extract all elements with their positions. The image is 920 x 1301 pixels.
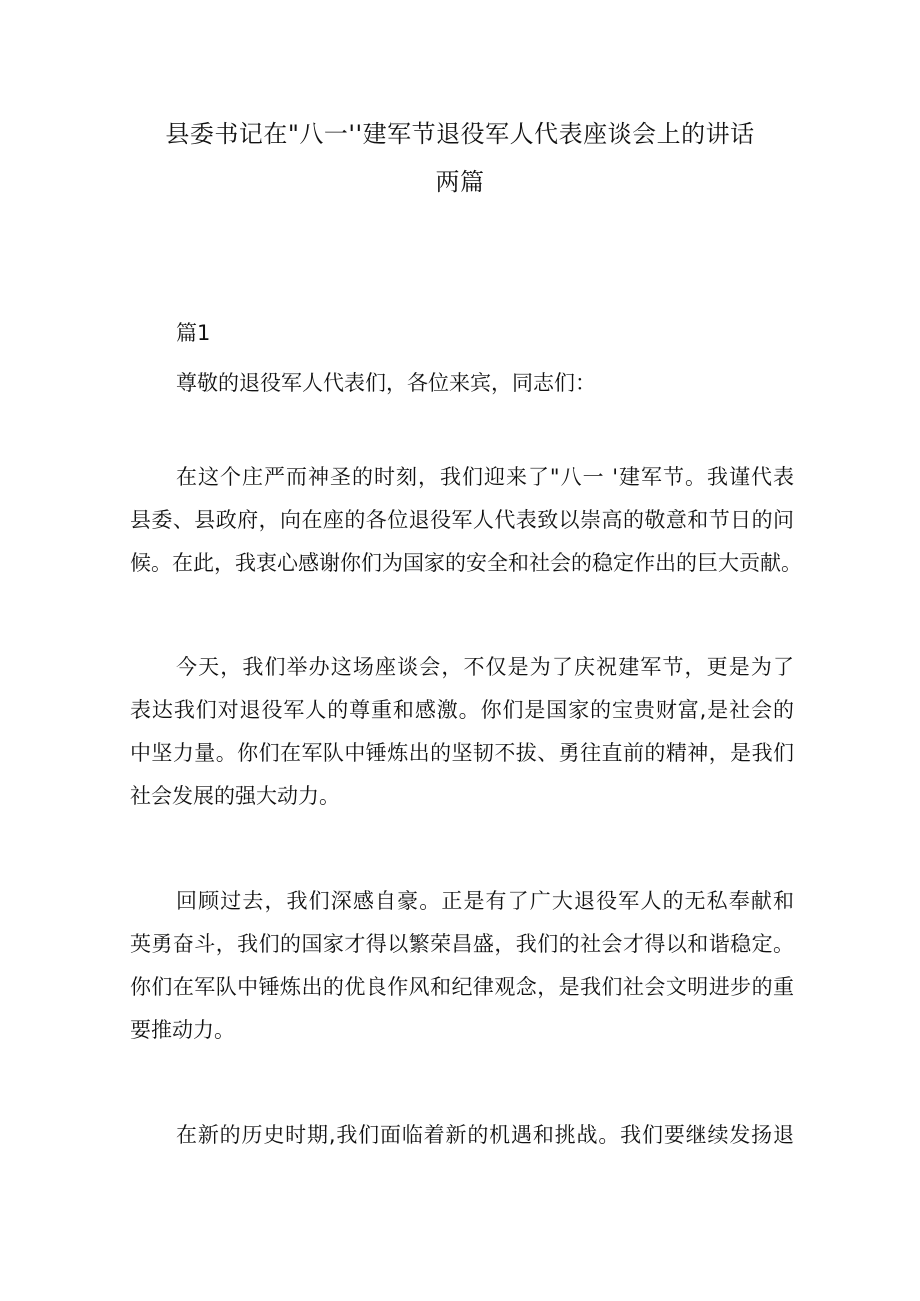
- document-title-line-2: 两篇: [435, 168, 485, 196]
- paragraph-4-line-1: 在新的历史时期,我们面临着新的机遇和挑战。我们要继续发扬退: [176, 1123, 794, 1147]
- paragraph-3-line-1: 回顾过去，我们深感自豪。正是有了广大退役军人的无私奉献和: [176, 889, 794, 913]
- paragraph-1-line-3: 候。在此，我衷心感谢你们为国家的安全和社会的稳定作出的巨大贡献。: [130, 551, 802, 575]
- section-label: 篇1: [176, 321, 211, 345]
- paragraph-2-line-4: 社会发展的强大动力。: [130, 784, 340, 808]
- paragraph-2-line-2: 表达我们对退役军人的尊重和感激。你们是国家的宝贵财富,是社会的: [130, 698, 794, 722]
- paragraph-3-line-3: 你们在军队中锤炼出的优良作风和纪律观念，是我们社会文明进步的重: [130, 975, 794, 999]
- document-title-line-1: 县委书记在"八一''建军节退役军人代表座谈会上的讲话: [165, 120, 755, 148]
- paragraph-1-line-2: 县委、县政府，向在座的各位退役军人代表致以崇高的敬意和节日的问: [130, 508, 794, 532]
- paragraph-2-line-1: 今天，我们举办这场座谈会，不仅是为了庆祝建军节，更是为了: [176, 655, 794, 679]
- paragraph-3-line-2: 英勇奋斗，我们的国家才得以繁荣昌盛，我们的社会才得以和谐稳定。: [130, 932, 794, 956]
- paragraph-2-line-3: 中坚力量。你们在军队中锤炼出的坚韧不拔、勇往直前的精神，是我们: [130, 741, 794, 765]
- paragraph-1-line-1: 在这个庄严而神圣的时刻，我们迎来了"八一 '建军节。我谨代表: [176, 465, 794, 489]
- salutation: 尊敬的退役军人代表们，各位来宾，同志们：: [176, 371, 596, 395]
- paragraph-3-line-4: 要推动力。: [130, 1018, 235, 1042]
